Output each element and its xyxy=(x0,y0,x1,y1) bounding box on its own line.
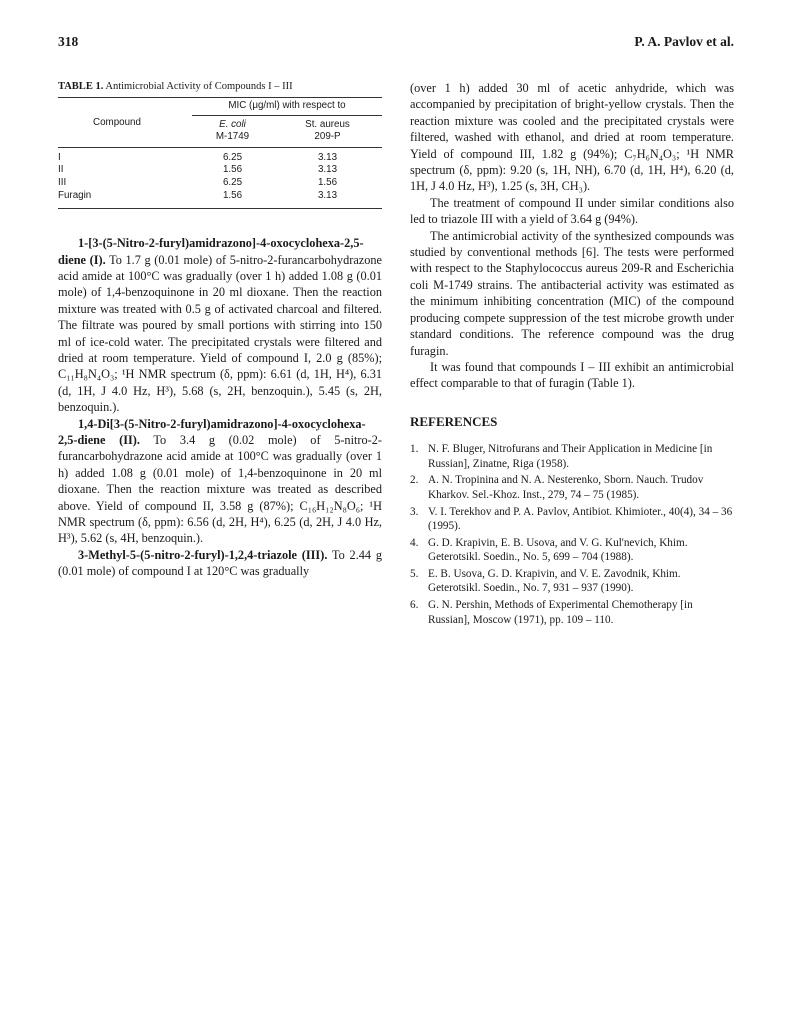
reference-item xyxy=(410,598,734,627)
compound-title: 1-[3-(5-Nitro-2-furyl)amidrazono]-4-oxocyclohexa-2,5-diene (I). xyxy=(58,236,364,267)
reference-number: 2. xyxy=(410,474,419,487)
reference-text: A. N. Tropinina and N. A. Nesterenko, Sborn. Nauch. Trudov Kharkov. Sel.-Khoz. Inst., 279, 74 – 75 (1985). xyxy=(428,474,704,501)
body-paragraph: The antimicrobial activity of the synthesized compounds was studied by conventional methods [6]. The tests were performed with respect to the Staphylococcus aureus 209-R and Escherichia coli M-1749 strains. The antibacterial activity was estimated as the minimum inhibiting concentration (MIC) of the compound producing compete suppression of the test microbe growth under standard conditions. The reference compound was the drug furagin. xyxy=(410,228,734,358)
compound-name: II xyxy=(58,164,64,176)
compound-name: III xyxy=(58,176,67,188)
ecoli-value: 1.56 xyxy=(222,164,243,176)
right-column xyxy=(410,80,734,629)
ecoli-header-name: E. coli xyxy=(219,118,246,130)
table-caption-text: Antimicrobial Activity of Compounds I – III xyxy=(105,81,293,92)
body-paragraph: It was found that compounds I – III exhibit an antimicrobial effect comparable to that of furagin (Table 1). xyxy=(410,359,734,391)
saureus-header-strain: 209-P xyxy=(314,131,341,143)
table-row xyxy=(58,164,382,177)
left-column xyxy=(58,80,382,580)
procedure-paragraph xyxy=(58,547,382,580)
table-caption-label: TABLE 1. xyxy=(58,81,104,92)
mic-column-header: MIC (μg/ml) with respect to xyxy=(192,98,382,115)
ecoli-value: 6.25 xyxy=(222,151,243,163)
reference-item xyxy=(410,473,734,502)
mic-table xyxy=(58,98,382,202)
reference-item xyxy=(410,567,734,596)
reference-number: 1. xyxy=(410,443,419,456)
ecoli-value: 1.56 xyxy=(222,189,243,201)
ecoli-header-strain: M-1749 xyxy=(215,131,250,143)
compound-column-header: Compound xyxy=(93,117,141,129)
procedure-paragraph xyxy=(58,235,382,415)
reference-text: G. D. Krapivin, E. B. Usova, and V. G. Kul'nevich, Khim. Geterotsikl. Soedin., No. 5, 699 – 704 (1988). xyxy=(428,536,688,564)
procedure-text: To 2.44 g (0.01 mole) of compound I at 120°C was gradually xyxy=(58,547,382,579)
body-paragraph: The treatment of compound II under similar conditions also led to triazole III with a yield of 3.64 g (94%). xyxy=(410,195,734,227)
table-caption xyxy=(58,80,382,98)
body-paragraph: (over 1 h) added 30 ml of acetic anhydride, which was accompanied by precipitation of bright-yellow crystals. Then the reaction mixture was cooled and the precipitated crystals were filtered, washed with ethanol, and dried at room temperature. Yield of compound III, 1.82 g (94%); C₇H₆N₄O₃; ¹H NMR spectrum (δ, ppm): 9.20 (s, 1H, NH), 6.70 (d, 1H, H⁴), 6.20 (d, 1H, J 4.0 Hz, H³), 1.25 (s, 3H, CH₃). xyxy=(410,81,734,194)
running-head xyxy=(58,34,734,54)
ecoli-column-header xyxy=(192,115,273,147)
procedure-text: To 1.7 g (0.01 mole) of 5-nitro-2-furancarbohydrazone acid amide at 100°C was gradually (over 1 h) added 1.08 g (0.01 mole) of 1,4-benzoquinone in 20 ml dioxane. Then the reaction mixture was treated with 0.5 g of activated charcoal and filtered. The filtrate was poured by small portions with stirring into 150 ml of ice-cold water. The precipitated crystals were filtered and dried at room temperature. Yield of compound I, 2.0 g (85%); C₁₁H₈N₄O₃; ¹H NMR spectrum (δ, ppm): 6.61 (d, 1H, H⁴), 6.31 (d, 1H, J 4.0 Hz, H³), 5.68 (s, 2H, benzoquin.), 5.45 (s, 2H, benzoquin.). xyxy=(58,252,382,415)
saureus-value: 3.13 xyxy=(317,189,338,201)
saureus-value: 1.56 xyxy=(317,176,338,188)
reference-number: 5. xyxy=(410,567,419,580)
reference-number: 4. xyxy=(410,536,419,549)
compound-name: I xyxy=(58,151,61,163)
compound-title: 3-Methyl-5-(5-nitro-2-furyl)-1,2,4-triazole (III). xyxy=(78,547,328,562)
running-head-authors: P. A. Pavlov et al. xyxy=(634,34,734,49)
table-row xyxy=(58,190,382,203)
spacer xyxy=(58,209,382,235)
reference-item xyxy=(410,505,734,534)
reference-text: V. I. Terekhov and P. A. Pavlov, Antibiot. Khimioter., 40(4), 34 – 36 (1995). xyxy=(428,505,733,533)
compound-name: Furagin xyxy=(58,189,92,201)
reference-item xyxy=(410,442,734,471)
table-row xyxy=(58,177,382,190)
procedure-paragraph xyxy=(58,416,382,547)
table-row xyxy=(58,147,382,164)
page-number: 318 xyxy=(58,34,79,49)
reference-number: 6. xyxy=(410,599,419,612)
references-heading: REFERENCES xyxy=(410,413,498,429)
reference-number: 3. xyxy=(410,505,419,518)
references-list xyxy=(410,442,734,627)
reference-text: G. N. Pershin, Methods of Experimental Chemotherapy [in Russian], Moscow (1971), pp. 109 – 110. xyxy=(428,599,693,626)
saureus-value: 3.13 xyxy=(317,151,338,163)
reference-text: E. B. Usova, G. D. Krapivin, and V. E. Zavodnik, Khim. Geterotsikl. Soedin., No. 7, 931 – 937 (1990). xyxy=(428,567,681,595)
procedure-text: To 3.4 g (0.02 mole) of 5-nitro-2-furancarbohydrazone acid amide at 100°C was gradually (over 1 h) added 1.08 g (0.01 mole) of 1,4-benzoquinone in 20 ml dioxane. Then the reaction mixture was treated as described above. Yield of compound II, 3.58 g (87%); C₁₆H₁₂N₈O₆; ¹H NMR spectrum (δ, ppm): 6.56 (d, 2H, H⁴), 6.25 (d, 2H, J 4.0 Hz, H³), 5.62 (s, 4H, benzoquin.). xyxy=(58,433,382,546)
saureus-column-header xyxy=(273,115,382,147)
reference-item xyxy=(410,536,734,565)
reference-text: N. F. Bluger, Nitrofurans and Their Application in Medicine [in Russian], Zinatne, Riga (1958). xyxy=(428,443,713,470)
compound-title: 1,4-Di[3-(5-Nitro-2-furyl)amidrazono]-4-oxocyclohexa-2,5-diene (II). xyxy=(58,416,366,448)
saureus-header-name: St. aureus xyxy=(305,118,350,130)
saureus-value: 3.13 xyxy=(317,164,338,176)
ecoli-value: 6.25 xyxy=(222,176,243,188)
